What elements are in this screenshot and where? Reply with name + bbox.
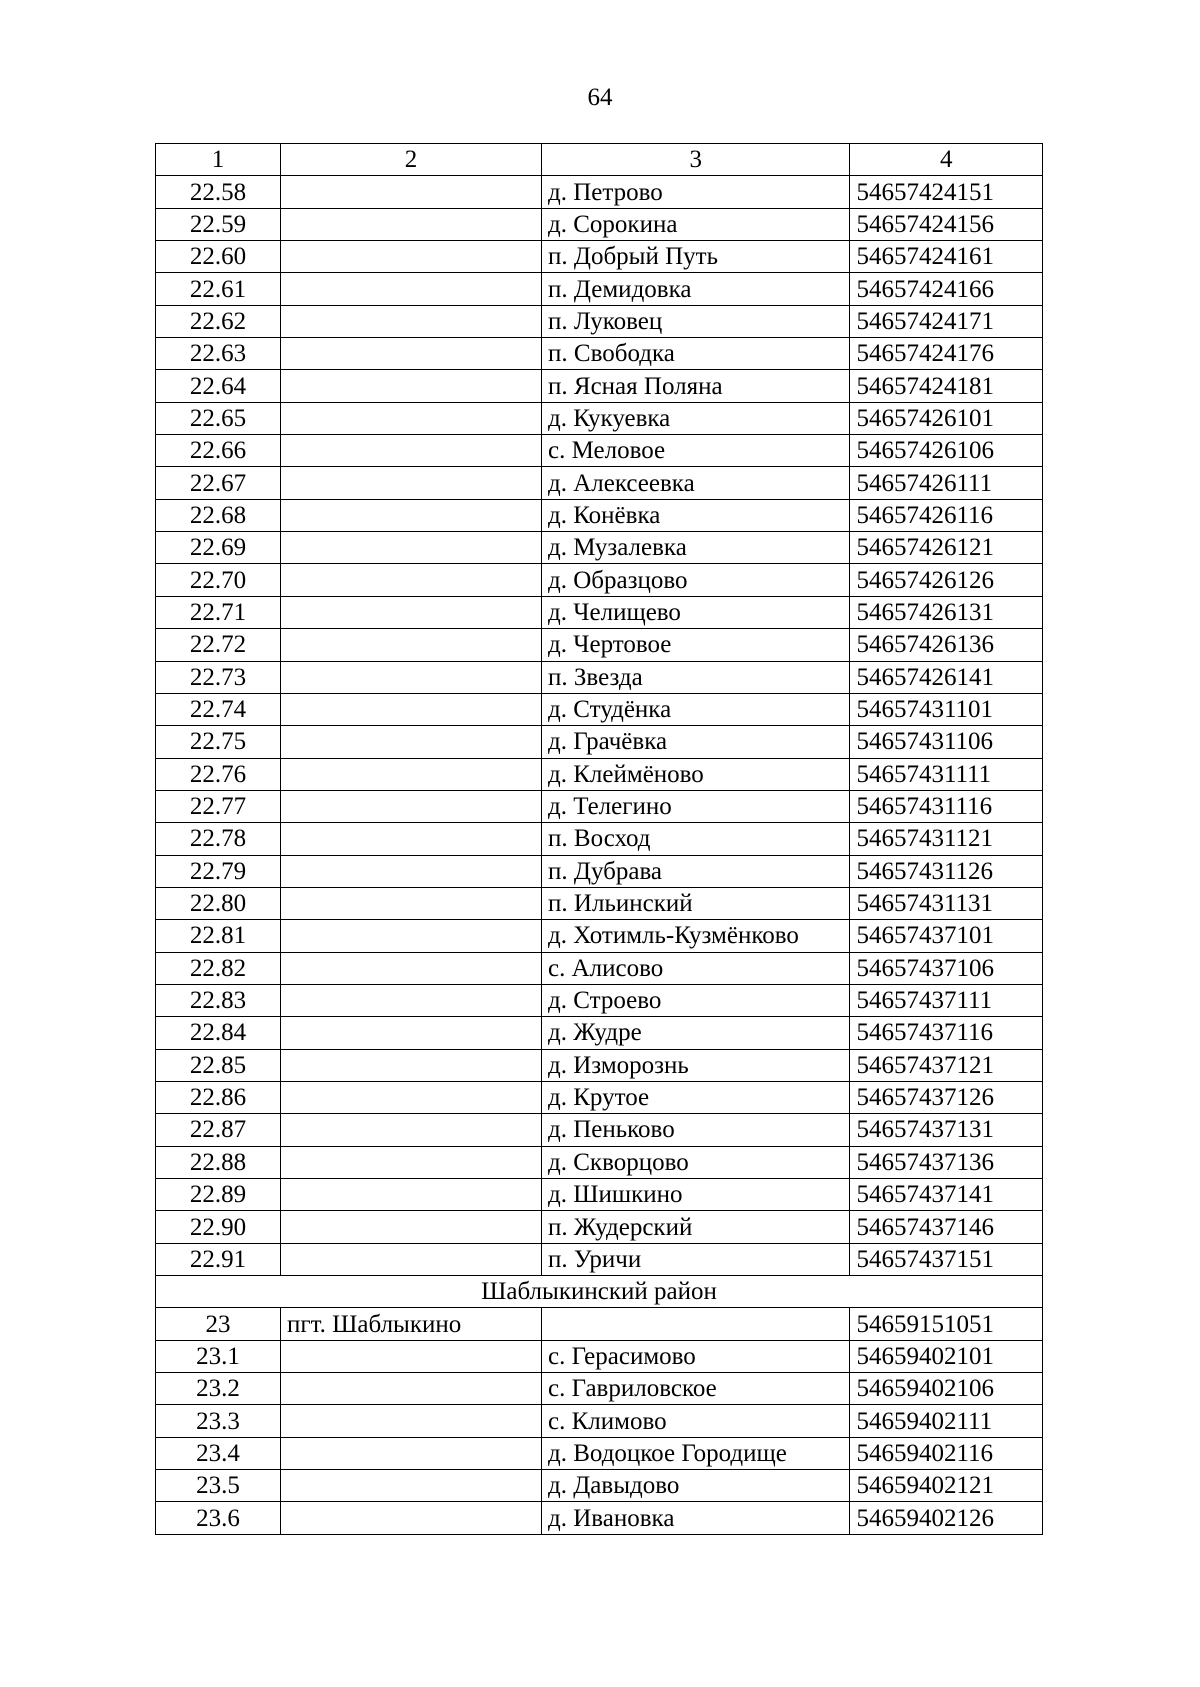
row-number: 22.73 xyxy=(156,661,281,693)
district-cell xyxy=(280,1211,541,1243)
locality-cell: п. Добрый Путь xyxy=(542,241,850,273)
locality-cell: д. Конёвка xyxy=(542,499,850,531)
row-number: 22.86 xyxy=(156,1081,281,1113)
row-number: 22.71 xyxy=(156,596,281,628)
row-number: 22.70 xyxy=(156,564,281,596)
locality-cell: д. Сорокина xyxy=(542,208,850,240)
locality-cell: с. Климово xyxy=(542,1405,850,1437)
table-row xyxy=(156,693,1043,725)
code-cell: 54657437116 xyxy=(850,1017,1043,1049)
district-cell xyxy=(280,273,541,305)
locality-cell: п. Луковец xyxy=(542,305,850,337)
table-row xyxy=(156,273,1043,305)
table-row xyxy=(156,338,1043,370)
locality-cell: д. Ивановка xyxy=(542,1502,850,1534)
locality-cell xyxy=(542,1308,850,1340)
code-cell: 54657424156 xyxy=(850,208,1043,240)
table-row xyxy=(156,1373,1043,1405)
district-cell xyxy=(280,1049,541,1081)
code-cell: 54657426116 xyxy=(850,499,1043,531)
code-cell: 54657431126 xyxy=(850,855,1043,887)
district-cell xyxy=(280,532,541,564)
locality-cell: д. Грачёвка xyxy=(542,726,850,758)
code-cell: 54657431106 xyxy=(850,726,1043,758)
locality-cell: д. Образцово xyxy=(542,564,850,596)
code-cell: 54657426136 xyxy=(850,629,1043,661)
row-number: 23.1 xyxy=(156,1340,281,1372)
district-cell xyxy=(280,1340,541,1372)
section-title: Шаблыкинский район xyxy=(156,1276,1043,1308)
district-cell xyxy=(280,1179,541,1211)
table-row xyxy=(156,1017,1043,1049)
code-cell: 54657424161 xyxy=(850,241,1043,273)
table-row xyxy=(156,1114,1043,1146)
locality-cell: д. Музалевка xyxy=(542,532,850,564)
row-number: 22.65 xyxy=(156,402,281,434)
district-cell xyxy=(280,1405,541,1437)
code-cell: 54657424166 xyxy=(850,273,1043,305)
code-cell: 54657431131 xyxy=(850,887,1043,919)
locality-cell: п. Ясная Поляна xyxy=(542,370,850,402)
locality-cell: п. Демидовка xyxy=(542,273,850,305)
row-number: 23.4 xyxy=(156,1437,281,1469)
table-header-row xyxy=(156,144,1043,176)
table-row xyxy=(156,1049,1043,1081)
row-number: 22.81 xyxy=(156,920,281,952)
row-number: 22.60 xyxy=(156,241,281,273)
table-row xyxy=(156,564,1043,596)
table-row xyxy=(156,305,1043,337)
row-number: 22.74 xyxy=(156,693,281,725)
locality-cell: д. Чертовое xyxy=(542,629,850,661)
row-number: 22.77 xyxy=(156,790,281,822)
table-row xyxy=(156,402,1043,434)
locality-cell: п. Уричи xyxy=(542,1243,850,1275)
locality-cell: с. Меловое xyxy=(542,435,850,467)
locality-cell: д. Телегино xyxy=(542,790,850,822)
district-cell xyxy=(280,629,541,661)
column-header-3: 3 xyxy=(542,144,850,176)
district-cell xyxy=(280,338,541,370)
row-number: 23 xyxy=(156,1308,281,1340)
row-number: 22.58 xyxy=(156,176,281,208)
row-number: 22.67 xyxy=(156,467,281,499)
locality-cell: д. Водоцкое Городище xyxy=(542,1437,850,1469)
locality-cell: д. Скворцово xyxy=(542,1146,850,1178)
column-header-2: 2 xyxy=(280,144,541,176)
row-number: 22.75 xyxy=(156,726,281,758)
district-cell xyxy=(280,855,541,887)
district-cell xyxy=(280,1502,541,1534)
district-cell xyxy=(280,1470,541,1502)
locality-cell: с. Герасимово xyxy=(542,1340,850,1372)
code-cell: 54657437131 xyxy=(850,1114,1043,1146)
locality-cell: д. Челищево xyxy=(542,596,850,628)
district-cell xyxy=(280,564,541,596)
locality-cell: п. Восход xyxy=(542,823,850,855)
row-number: 22.87 xyxy=(156,1114,281,1146)
column-header-4: 4 xyxy=(850,144,1043,176)
table-body-part2 xyxy=(156,1308,1043,1534)
code-cell: 54657426101 xyxy=(850,402,1043,434)
locality-cell: д. Жудре xyxy=(542,1017,850,1049)
table-row xyxy=(156,1437,1043,1469)
row-number: 23.6 xyxy=(156,1502,281,1534)
district-cell xyxy=(280,435,541,467)
district-cell xyxy=(280,984,541,1016)
row-number: 22.72 xyxy=(156,629,281,661)
locality-cell: д. Крутое xyxy=(542,1081,850,1113)
table-row xyxy=(156,984,1043,1016)
district-cell xyxy=(280,1437,541,1469)
district-cell xyxy=(280,596,541,628)
code-cell: 54657437121 xyxy=(850,1049,1043,1081)
section-header-row xyxy=(156,1276,1043,1308)
table-row xyxy=(156,823,1043,855)
code-cell: 54657426121 xyxy=(850,532,1043,564)
code-cell: 54657424181 xyxy=(850,370,1043,402)
district-cell xyxy=(280,208,541,240)
table-section xyxy=(156,1276,1043,1308)
table-row xyxy=(156,435,1043,467)
code-cell: 54657431101 xyxy=(850,693,1043,725)
code-cell: 54657437126 xyxy=(850,1081,1043,1113)
table-row xyxy=(156,1502,1043,1534)
locality-cell: д. Давыдово xyxy=(542,1470,850,1502)
row-number: 22.85 xyxy=(156,1049,281,1081)
table-row xyxy=(156,1211,1043,1243)
code-cell: 54657437146 xyxy=(850,1211,1043,1243)
locality-cell: д. Кукуевка xyxy=(542,402,850,434)
district-cell xyxy=(280,1081,541,1113)
row-number: 22.89 xyxy=(156,1179,281,1211)
table-row xyxy=(156,532,1043,564)
code-cell: 54657437106 xyxy=(850,952,1043,984)
table-row xyxy=(156,726,1043,758)
table-row xyxy=(156,1308,1043,1340)
table-row xyxy=(156,1243,1043,1275)
row-number: 22.83 xyxy=(156,984,281,1016)
table-row xyxy=(156,758,1043,790)
district-cell xyxy=(280,661,541,693)
district-cell xyxy=(280,758,541,790)
table-row xyxy=(156,952,1043,984)
row-number: 22.79 xyxy=(156,855,281,887)
code-cell: 54659402101 xyxy=(850,1340,1043,1372)
table-row xyxy=(156,208,1043,240)
code-cell: 54657424171 xyxy=(850,305,1043,337)
table-body-part1 xyxy=(156,176,1043,1276)
table-row xyxy=(156,499,1043,531)
code-cell: 54659402116 xyxy=(850,1437,1043,1469)
locality-cell: д. Пеньково xyxy=(542,1114,850,1146)
district-cell: пгт. Шаблыкино xyxy=(280,1308,541,1340)
district-cell xyxy=(280,887,541,919)
district-cell xyxy=(280,726,541,758)
locality-code-table xyxy=(155,143,1043,1535)
code-cell: 54657426111 xyxy=(850,467,1043,499)
district-cell xyxy=(280,241,541,273)
row-number: 22.62 xyxy=(156,305,281,337)
code-cell: 54659402111 xyxy=(850,1405,1043,1437)
table-row xyxy=(156,176,1043,208)
code-cell: 54657424176 xyxy=(850,338,1043,370)
row-number: 22.64 xyxy=(156,370,281,402)
table-row xyxy=(156,1470,1043,1502)
column-header-1: 1 xyxy=(156,144,281,176)
row-number: 22.91 xyxy=(156,1243,281,1275)
row-number: 22.69 xyxy=(156,532,281,564)
code-cell: 54659402126 xyxy=(850,1502,1043,1534)
district-cell xyxy=(280,920,541,952)
district-cell xyxy=(280,823,541,855)
table-row xyxy=(156,1179,1043,1211)
row-number: 22.80 xyxy=(156,887,281,919)
district-cell xyxy=(280,305,541,337)
table-row xyxy=(156,661,1043,693)
locality-cell: д. Петрово xyxy=(542,176,850,208)
locality-cell: п. Звезда xyxy=(542,661,850,693)
code-cell: 54657437151 xyxy=(850,1243,1043,1275)
district-cell xyxy=(280,402,541,434)
district-cell xyxy=(280,693,541,725)
code-cell: 54657437111 xyxy=(850,984,1043,1016)
table-row xyxy=(156,887,1043,919)
code-cell: 54659402106 xyxy=(850,1373,1043,1405)
locality-cell: д. Шишкино xyxy=(542,1179,850,1211)
code-cell: 54659151051 xyxy=(850,1308,1043,1340)
row-number: 22.63 xyxy=(156,338,281,370)
locality-cell: д. Строево xyxy=(542,984,850,1016)
locality-cell: д. Клеймёново xyxy=(542,758,850,790)
row-number: 22.66 xyxy=(156,435,281,467)
code-cell: 54657426131 xyxy=(850,596,1043,628)
district-cell xyxy=(280,467,541,499)
code-cell: 54657431111 xyxy=(850,758,1043,790)
locality-cell: п. Свободка xyxy=(542,338,850,370)
locality-cell: д. Хотимль-Кузмёнково xyxy=(542,920,850,952)
district-cell xyxy=(280,1146,541,1178)
district-cell xyxy=(280,499,541,531)
row-number: 22.88 xyxy=(156,1146,281,1178)
district-cell xyxy=(280,1114,541,1146)
row-number: 22.84 xyxy=(156,1017,281,1049)
locality-cell: п. Жудерский xyxy=(542,1211,850,1243)
code-cell: 54657437136 xyxy=(850,1146,1043,1178)
row-number: 22.78 xyxy=(156,823,281,855)
district-cell xyxy=(280,1243,541,1275)
code-cell: 54657437101 xyxy=(850,920,1043,952)
locality-cell: с. Гавриловское xyxy=(542,1373,850,1405)
page-number: 64 xyxy=(587,84,613,111)
row-number: 22.90 xyxy=(156,1211,281,1243)
row-number: 22.82 xyxy=(156,952,281,984)
locality-cell: с. Алисово xyxy=(542,952,850,984)
table-row xyxy=(156,467,1043,499)
code-cell: 54657431116 xyxy=(850,790,1043,822)
row-number: 22.61 xyxy=(156,273,281,305)
table-row xyxy=(156,790,1043,822)
table-row xyxy=(156,370,1043,402)
locality-cell: п. Ильинский xyxy=(542,887,850,919)
table-row xyxy=(156,1340,1043,1372)
table-row xyxy=(156,920,1043,952)
code-cell: 54657426141 xyxy=(850,661,1043,693)
code-cell: 54657431121 xyxy=(850,823,1043,855)
row-number: 22.68 xyxy=(156,499,281,531)
district-cell xyxy=(280,790,541,822)
code-cell: 54657426126 xyxy=(850,564,1043,596)
table-row xyxy=(156,1405,1043,1437)
code-cell: 54657424151 xyxy=(850,176,1043,208)
locality-cell: д. Студёнка xyxy=(542,693,850,725)
locality-cell: д. Алексеевка xyxy=(542,467,850,499)
district-cell xyxy=(280,370,541,402)
table-row xyxy=(156,855,1043,887)
locality-cell: д. Изморознь xyxy=(542,1049,850,1081)
row-number: 22.76 xyxy=(156,758,281,790)
table-row xyxy=(156,1081,1043,1113)
code-cell: 54659402121 xyxy=(850,1470,1043,1502)
district-cell xyxy=(280,952,541,984)
district-cell xyxy=(280,1017,541,1049)
table-row xyxy=(156,596,1043,628)
row-number: 23.3 xyxy=(156,1405,281,1437)
table-row xyxy=(156,241,1043,273)
locality-cell: п. Дубрава xyxy=(542,855,850,887)
district-cell xyxy=(280,176,541,208)
table-row xyxy=(156,629,1043,661)
row-number: 23.2 xyxy=(156,1373,281,1405)
row-number: 22.59 xyxy=(156,208,281,240)
code-cell: 54657426106 xyxy=(850,435,1043,467)
district-cell xyxy=(280,1373,541,1405)
code-cell: 54657437141 xyxy=(850,1179,1043,1211)
row-number: 23.5 xyxy=(156,1470,281,1502)
table-row xyxy=(156,1146,1043,1178)
